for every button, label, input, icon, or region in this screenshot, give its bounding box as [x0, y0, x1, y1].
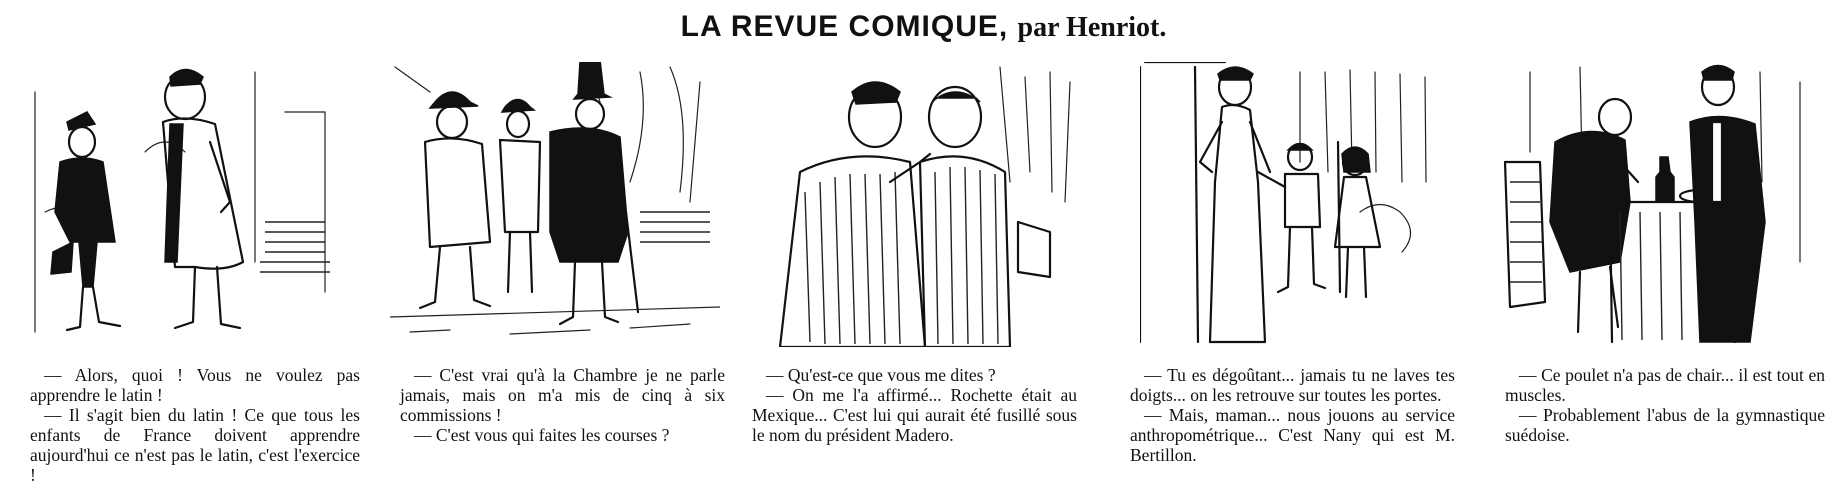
panel-2-line-1: — C'est vrai qu'à la Chambre je ne parle jamais, mais on m'a mis de cinq à six commissions ! [400, 365, 725, 425]
panel-5-caption [1505, 365, 1825, 445]
panel-3-illustration [760, 62, 1085, 347]
panel-3-caption [752, 365, 1077, 445]
title-author: par Henriot. [1017, 12, 1167, 43]
panel-1-illustration [25, 62, 345, 347]
panel-2-caption [400, 365, 725, 445]
title-main: LA REVUE COMIQUE, [680, 10, 1009, 43]
comic-panel-1 [25, 62, 345, 347]
page-title [0, 10, 1847, 44]
panel-5-line-2: — Probablement l'abus de la gymnastique suédoise. [1505, 405, 1825, 445]
panel-4-line-2: — Mais, maman... nous jouons au service anthropométrique... C'est Nany qui est M. Bertillon. [1130, 405, 1455, 465]
panel-2-illustration [390, 62, 720, 347]
panel-4-illustration [1140, 62, 1440, 347]
panel-4-caption [1130, 365, 1455, 465]
comic-panel-5 [1500, 62, 1830, 347]
panel-5-line-1: — Ce poulet n'a pas de chair... il est tout en muscles. [1505, 365, 1825, 405]
comic-panel-3 [760, 62, 1085, 347]
panel-5-illustration [1500, 62, 1830, 347]
comic-panel-4 [1140, 62, 1440, 347]
panel-1-caption [30, 365, 360, 485]
panel-1-line-1: — Alors, quoi ! Vous ne voulez pas apprendre le latin ! [30, 365, 360, 405]
panel-3-line-2: — On me l'a affirmé... Rochette était au Mexique... C'est lui qui aurait été fusillé sous le nom du président Madero. [752, 385, 1077, 445]
panel-3-line-1: — Qu'est-ce que vous me dites ? [766, 365, 996, 385]
panel-4-line-1: — Tu es dégoûtant... jamais tu ne laves tes doigts... on les retrouve sur toutes les portes. [1130, 365, 1455, 405]
comic-panel-2 [390, 62, 720, 347]
panel-2-line-2: — C'est vous qui faites les courses ? [414, 425, 670, 445]
panel-1-line-2: — Il s'agit bien du latin ! Ce que tous les enfants de France doivent apprendre aujourd'hui ce n'est pas le latin, c'est l'exercice ! [30, 405, 360, 485]
